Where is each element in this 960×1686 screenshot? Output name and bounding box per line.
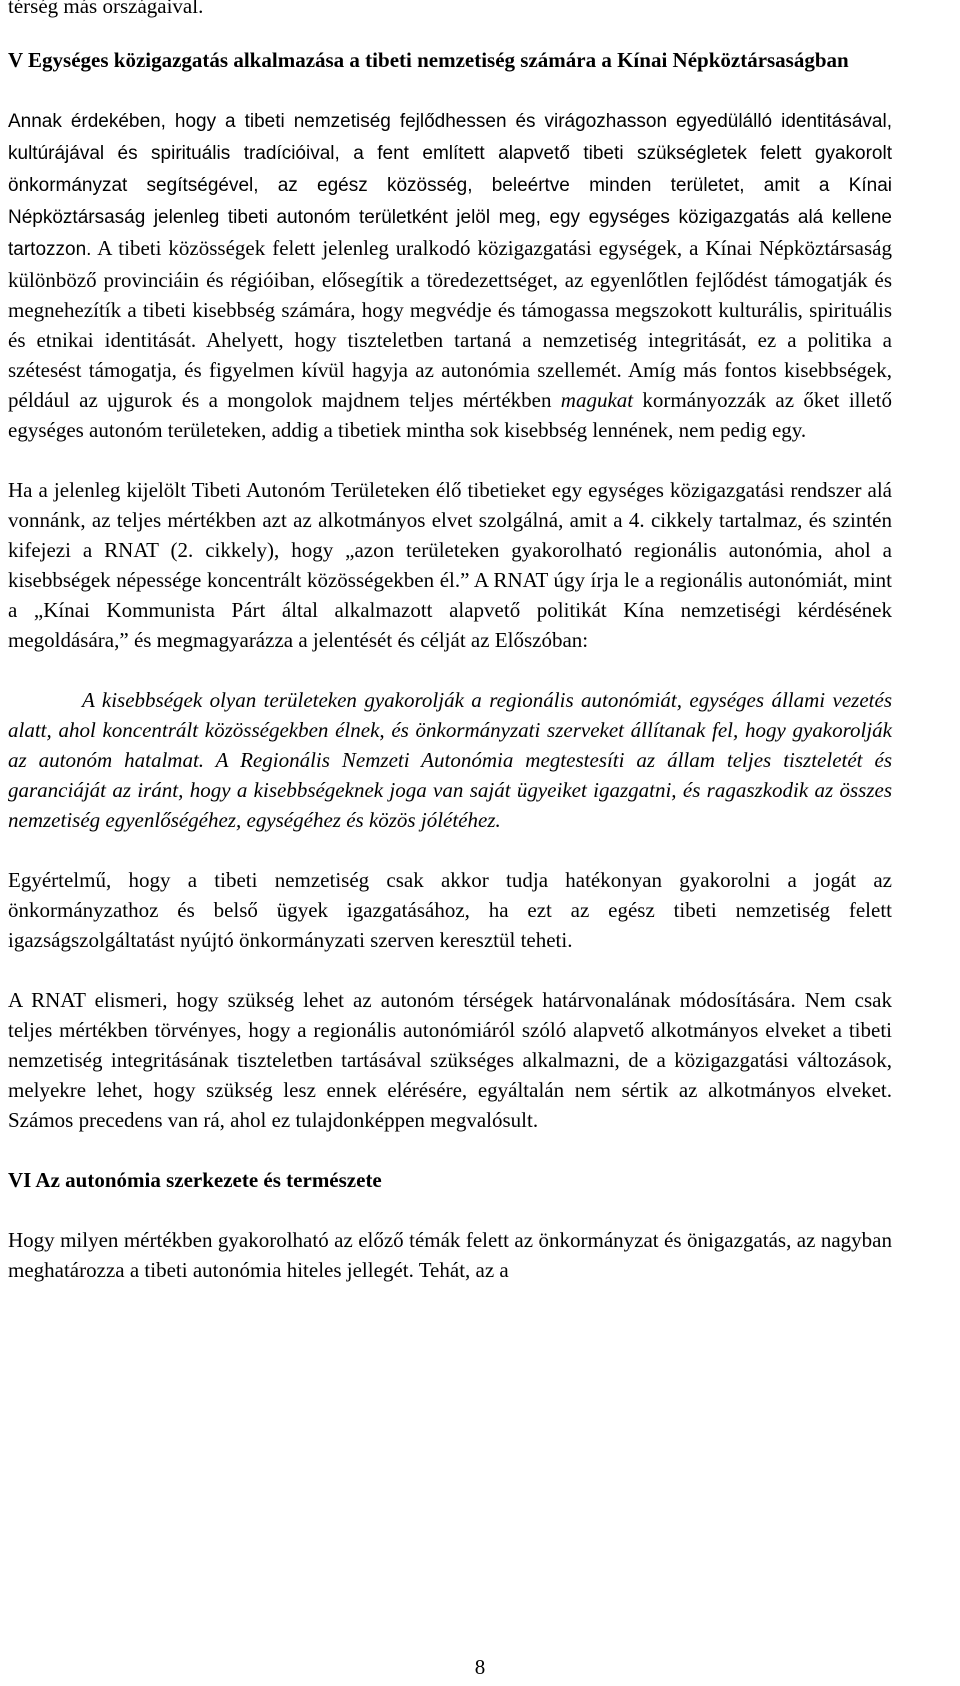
page-number: 8 [474, 1655, 486, 1679]
section-v-heading: V Egységes közigazgatás alkalmazása a tibeti nemzetiség számára a Kínai Népköztársaságban [8, 48, 849, 72]
paragraph-1-text-b: kormányozzák az őket illető egységes autonóm területeken, addig a tibetiek mintha sok kisebbség lennének, nem pedig egy. [8, 388, 892, 442]
intro-fragment: térség más országaival. [8, 0, 204, 18]
paragraph-1-sans-text: Annak érdekében, hogy a tibeti nemzetiség fejlődhessen és virágozhasson egyedülálló identitásával, kultúrájával és spirituális tradícióival, a fent említett alapvető tibeti szükségletek felett gyakorolt önkormányzat segítségével, az egész közösség, beleértve minden területet, amit a Kínai Népköztársaság jelenleg tibeti autonóm területként jelöl meg, egy egységes közigazgatás alá kellene tartozzon. [8, 111, 892, 260]
spacer [8, 1135, 892, 1165]
section-v-paragraph-3: Egyértelmű, hogy a tibeti nemzetiség csak akkor tudja hatékonyan gyakorolni a jogát az önkormányzathoz és belső ügyek igazgatásához, ha ezt az egész tibeti nemzetiség felett igazságszolgáltatást nyújtó önkormányzati szerven keresztül teheti. [8, 868, 892, 952]
spacer [8, 445, 892, 475]
section-vi-heading: VI Az autonómia szerkezete és természete [8, 1168, 382, 1192]
spacer [8, 1195, 892, 1225]
section-v-paragraph-4: A RNAT elismeri, hogy szükség lehet az autonóm térségek határvonalának módosítására. Nem csak teljes mértékben törvényes, hogy a regionális autonómiáról szóló alapvető alkotmányos elveket a tibeti nemzetiség integritásának tiszteletben tartásával szükséges alkalmazni, de a közigazgatási változások, melyekre lehet, hogy szükség lesz ennek elérésére, egyáltalán nem sértik az alkotmányos elveket. Számos precedens van rá, ahol ez tulajdonképpen megvalósult. [8, 988, 892, 1132]
section-v-paragraph-1 [8, 105, 892, 445]
spacer [8, 21, 892, 45]
spacer [8, 835, 892, 865]
paragraph-1-text-a: A tibeti közösségek felett jelenleg uralkodó közigazgatási egységek, a Kínai Népköztársaság különböző provinciáin és régióiban, elősegítik a töredezettséget, az egyenlőtlen fejlődést támogatják és megnehezítík a tibeti kisebbség számára, hogy megvédje és támogassa megszokott kulturális, spirituális és etnikai identitását. Ahelyett, hogy tiszteletben tartaná a nemzetiség integritását, ez a politika a szétesést támogatja, és figyelmen kívül hagyja az autonómia szellemét. Amíg más fontos kisebbségek, például az ujgurok és a mongolok majdnem teljes mértékben [8, 236, 892, 412]
paragraph-1-emphasis: magukat [560, 388, 634, 412]
spacer [8, 75, 892, 105]
spacer [8, 955, 892, 985]
section-v-quote: A kisebbségek olyan területeken gyakorolják a regionális autonómiát, egységes állami vezetés alatt, ahol koncentrált közösségekben élnek, és önkormányzati szerveket állítanak fel, hogy gyakorolják az autonóm hatalmat. A Regionális Nemzeti Autonómia megtestesíti az állam teljes tiszteletét és garanciáját az iránt, hogy a kisebbségeknek joga van saját ügyeiket igazgatni, és ragaszkodik az összes nemzetiség egyenlőségéhez, egységéhez és közös jólétéhez. [8, 688, 892, 832]
document-page [8, 0, 892, 1285]
spacer [8, 655, 892, 685]
section-vi-paragraph-1: Hogy milyen mértékben gyakorolható az előző témák felett az önkormányzat és önigazgatás, az nagyban meghatározza a tibeti autonómia hiteles jellegét. Tehát, az a [8, 1228, 892, 1282]
section-v-paragraph-2: Ha a jelenleg kijelölt Tibeti Autonóm Területeken élő tibetieket egy egységes közigazgatási rendszer alá vonnánk, az teljes mértékben azt az alkotmányos elvet szolgálná, amit a 4. cikkely tartalmaz, és szintén kifejezi a RNAT (2. cikkely), hogy „azon területeken gyakorolható regionális autonómia, ahol a kisebbségek népessége koncentrált közösségekben él.” A RNAT úgy írja le a regionális autonómiát, mint a „Kínai Kommunista Párt által alkalmazott alapvető politikát Kína nemzetiségi kérdésének megoldására,” és megmagyarázza a jelentését és célját az Előszóban: [8, 478, 892, 652]
